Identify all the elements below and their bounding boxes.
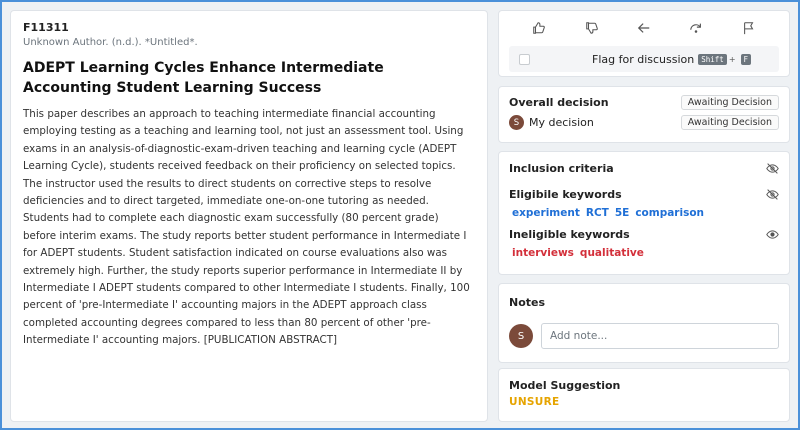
ineligible-keyword-list — [512, 247, 779, 259]
thumbs-up-icon — [532, 21, 546, 35]
shortcut-plus: + — [728, 54, 736, 64]
thumbs-down-icon — [585, 21, 599, 35]
decision-panel — [498, 86, 790, 143]
eligible-keyword[interactable]: comparison — [635, 207, 705, 219]
avatar: S — [509, 324, 533, 348]
citation: Unknown Author. (n.d.). *Untitled*. — [23, 37, 198, 48]
flag-button[interactable] — [735, 16, 763, 40]
eye-icon[interactable] — [766, 228, 779, 241]
ineligible-keyword[interactable]: interviews — [512, 247, 574, 259]
notes-label: Notes — [509, 296, 546, 309]
flag-for-discussion-row[interactable] — [509, 46, 779, 72]
eligible-keyword-list — [512, 207, 779, 219]
thumbs-down-button[interactable] — [578, 16, 606, 40]
article-title: ADEPT Learning Cycles Enhance Intermediate Accounting Student Learning Success — [23, 60, 384, 96]
redo-icon — [689, 21, 703, 35]
ineligible-keywords-label: Ineligible keywords — [509, 227, 630, 241]
thumbs-up-button[interactable] — [525, 16, 553, 40]
ineligible-keyword[interactable]: qualitative — [579, 247, 644, 259]
eligible-keyword[interactable]: 5E — [614, 207, 630, 219]
article-panel — [10, 10, 488, 422]
flag-label: Flag for discussion — [592, 52, 695, 66]
my-decision — [509, 115, 594, 130]
inclusion-criteria-label: Inclusion criteria — [509, 161, 614, 175]
model-suggestion-panel — [498, 368, 790, 422]
my-decision-badge[interactable]: Awaiting Decision — [681, 115, 779, 130]
flag-checkbox[interactable] — [519, 54, 530, 65]
document-id: F11311 — [23, 21, 69, 34]
notes-panel — [498, 283, 790, 363]
my-decision-label: My decision — [529, 116, 594, 129]
action-toolbar — [498, 10, 790, 77]
model-suggestion-value: UNSURE — [509, 396, 560, 408]
flag-icon — [742, 21, 756, 35]
eligible-keyword[interactable]: RCT — [585, 207, 609, 219]
overall-decision-label: Overall decision — [509, 96, 609, 109]
eligible-keywords-label: Eligibile keywords — [509, 187, 622, 201]
overall-decision-badge: Awaiting Decision — [681, 95, 779, 110]
shortcut-shift-key: Shift — [698, 54, 727, 65]
shortcut-f-key: F — [741, 54, 752, 65]
redo-button[interactable] — [682, 16, 710, 40]
arrow-left-icon — [637, 21, 651, 35]
avatar: S — [509, 115, 524, 130]
back-button[interactable] — [630, 16, 658, 40]
eligible-keyword[interactable]: experiment — [512, 207, 580, 219]
eye-off-icon[interactable] — [766, 162, 779, 175]
eye-off-icon[interactable] — [766, 188, 779, 201]
add-note-input[interactable] — [541, 323, 779, 349]
article-abstract: This paper describes an approach to teaching intermediate financial accounting employing testing as a teaching and learning tool, not just an assessment tool. Using exams in an analysis-of-diagnostic-exam-driven teaching and learning cycle (ADEPT Learning Cycle), students received feedback on their proficiency on selected topics. The instructor used the results to direct students on corrective steps to resolve deficiencies and to direct targeted, immediate one-on-one tutoring as needed. Students had to complete each diagnostic exam successfully (80 percent grade) before interim exams. The study reports better student performance in Intermediate I for ADEPT students. Student satisfaction indicated on course evaluations also was extremely high. Further, the study reports superior performance in Intermediate II by Intermediate I ADEPT students compared to other Intermediate I students. Finally, 100 percent of 'pre-Intermediate I' accounting majors in the ADEPT approach class completed accounting degrees compared to less than 80 percent of other 'pre-Intermediate I' accounting majors. [PUBLICATION ABSTRACT] — [23, 108, 470, 347]
criteria-panel — [498, 151, 790, 275]
model-suggestion-label: Model Suggestion — [509, 379, 621, 392]
